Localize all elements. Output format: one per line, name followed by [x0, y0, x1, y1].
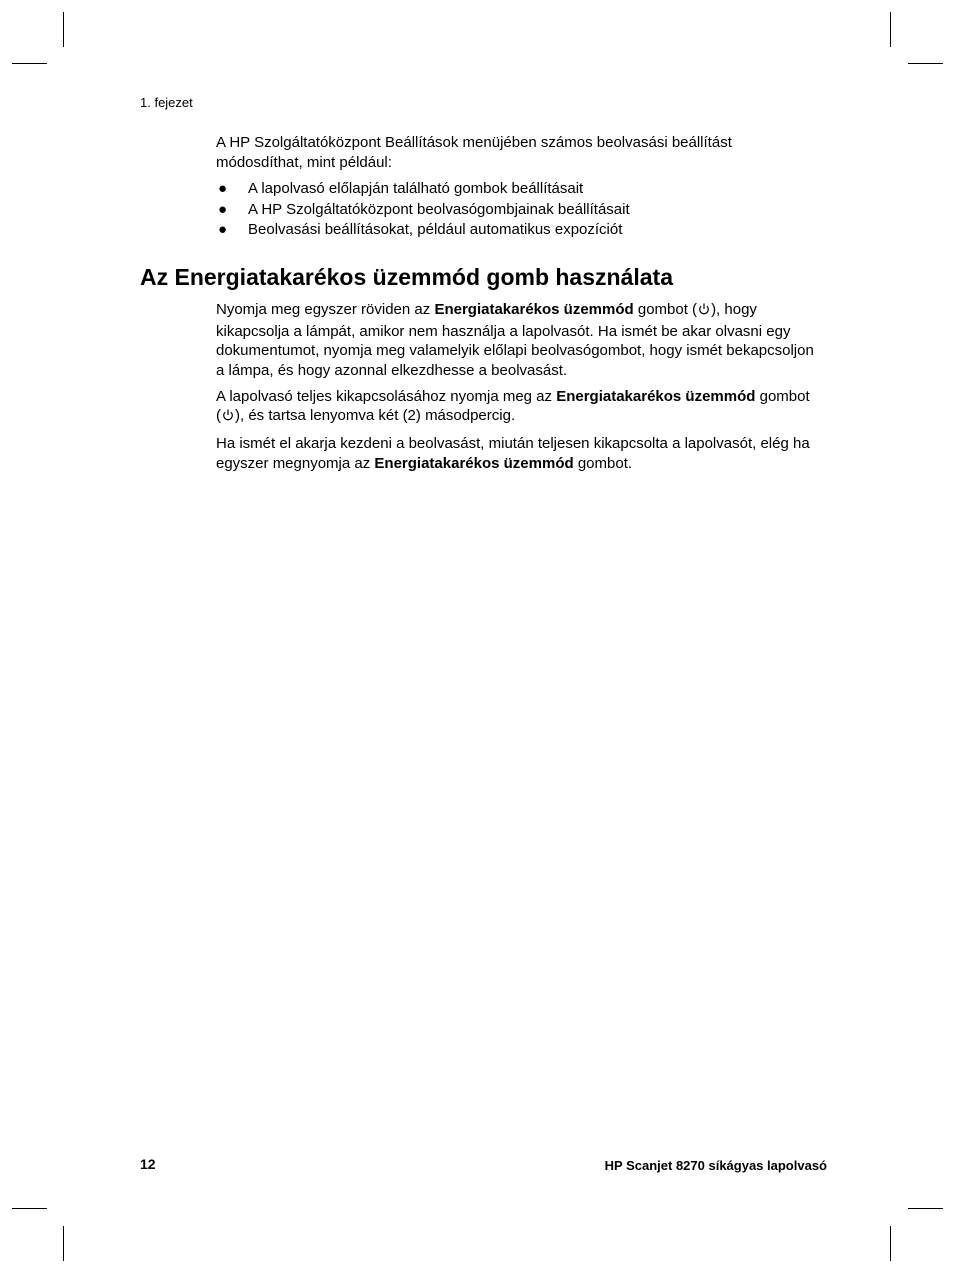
crop-mark-top-right-horizontal [908, 63, 943, 64]
power-icon [222, 408, 234, 428]
list-item-text: Beolvasási beállításokat, például automatikus expozíciót [248, 221, 623, 238]
text: ), és tartsa lenyomva két (2) másodpercig. [235, 407, 516, 424]
text: ), hogy kikapcsolja a lámpát, amikor nem használja a lapolvasót. Ha ismét be akar olvasni egy dokumentumot, nyomja meg valamelyik előlapi beolvasógombot, hogy ismét bekapcsoljon a lámpa, és hogy azonnal elkezdhesse a beolvasást. [216, 301, 814, 379]
page-number: 12 [140, 1156, 156, 1172]
crop-mark-bottom-left-vertical [63, 1226, 64, 1261]
bullet-icon: ● [218, 221, 228, 238]
bold-term: Energiatakarékos üzemmód [374, 454, 574, 472]
crop-mark-top-left-horizontal [12, 63, 47, 64]
bold-term: Energiatakarékos üzemmód [434, 301, 634, 318]
crop-mark-top-left-vertical [63, 12, 64, 47]
text: Nyomja meg egyszer röviden az [216, 301, 435, 318]
bullet-icon: ● [218, 200, 228, 218]
settings-bullet-list [216, 179, 816, 241]
section-paragraph-1 [216, 300, 816, 380]
text: Ha ismét el akarja kezdeni a beolvasást, miután teljesen kikapcsolta a lapolvasót, elég ha egyszer megnyomja az [216, 435, 810, 472]
list-item-text: A HP Szolgáltatóközpont beolvasógombjainak beállításait [248, 200, 630, 218]
power-icon [698, 302, 710, 322]
list-item [216, 200, 816, 221]
section-paragraph-2 [216, 387, 816, 428]
text: gombot ( [633, 301, 698, 318]
section-heading: Az Energiatakarékos üzemmód gomb használata [140, 264, 673, 290]
list-item [216, 220, 816, 241]
section-body [216, 300, 816, 480]
list-item [216, 179, 816, 200]
product-title: HP Scanjet 8270 síkágyas lapolvasó [604, 1158, 827, 1173]
section-paragraph-3 [216, 434, 816, 473]
crop-mark-bottom-right-vertical [890, 1226, 891, 1261]
text: A lapolvasó teljes kikapcsolásához nyomja meg az [216, 387, 557, 405]
crop-mark-bottom-left-horizontal [12, 1208, 47, 1209]
intro-block [216, 133, 816, 241]
list-item-text: A lapolvasó előlapján található gombok beállításait [248, 180, 584, 197]
chapter-label: 1. fejezet [140, 95, 193, 110]
intro-paragraph: A HP Szolgáltatóközpont Beállítások menüjében számos beolvasási beállítást módosdíthat, mint például: [216, 134, 732, 171]
text: gombot. [573, 454, 633, 472]
text: gombot ( [216, 387, 810, 424]
crop-mark-bottom-right-horizontal [908, 1208, 943, 1209]
bold-term: Energiatakarékos üzemmód [556, 387, 756, 405]
crop-mark-top-right-vertical [890, 12, 891, 47]
bullet-icon: ● [218, 180, 228, 197]
